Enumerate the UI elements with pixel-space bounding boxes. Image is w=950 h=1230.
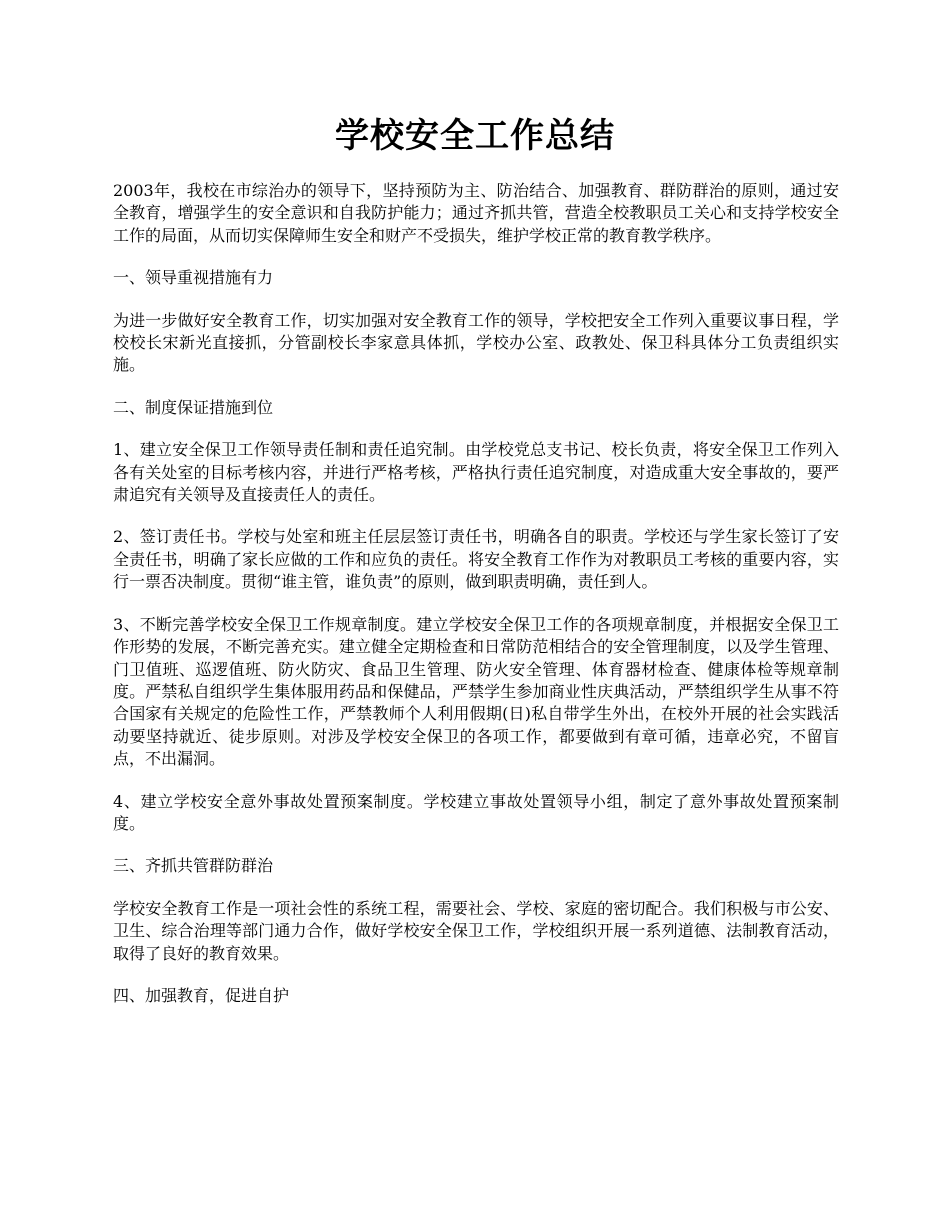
document-body <box>113 180 839 1027</box>
intro-paragraph: 2003年，我校在市综治办的领导下，坚持预防为主、防治结合、加强教育、群防群治的原则，通过安全教育，增强学生的安全意识和自我防护能力；通过齐抓共管，营造全校教职员工关心和支持学校安全工作的局面，从而切实保障师生安全和财产不受损失，维护学校正常的教育教学秩序。 <box>113 181 839 245</box>
section-2-item-1: 1、建立安全保卫工作领导责任制和责任追究制。由学校党总支书记、校长负责，将安全保卫工作列入各有关处室的目标考核内容，并进行严格考核，严格执行责任追究制度，对造成重大安全事故的，要严肃追究有关领导及直接责任人的责任。 <box>113 440 839 505</box>
section-2-item-3: 3、不断完善学校安全保卫工作规章制度。建立学校安全保卫工作的各项规章制度，并根据安全保卫工作形势的发展，不断完善充实。建立健全定期检查和日常防范相结合的安全管理制度，以及学生管理、门卫值班、巡逻值班、防火防灾、食品卫生管理、防火安全管理、体育器材检查、健康体检等规章制度。严禁私自组织学生集体服用药品和保健品，严禁学生参加商业性庆典活动，严禁组织学生从事不符合国家有关规定的危险性工作，严禁教师个人利用假期(日)私自带学生外出，在校外开展的社会实践活动要坚持就近、徒步原则。对涉及学校安全保卫的各项工作，都要做到有章可循，违章必究，不留盲点，不出漏洞。 <box>113 614 839 769</box>
section-2-item-4: 4、建立学校安全意外事故处置预案制度。学校建立事故处置领导小组，制定了意外事故处置预案制度。 <box>113 791 839 833</box>
section-4-heading: 四、加强教育，促进自护 <box>113 985 290 1005</box>
document-title: 学校安全工作总结 <box>335 116 615 156</box>
section-2-heading: 二、制度保证措施到位 <box>113 397 274 417</box>
section-1-heading: 一、领导重视措施有力 <box>113 268 274 288</box>
section-3-heading: 三、齐抓共管群防群治 <box>113 856 274 876</box>
section-1-paragraph: 为进一步做好安全教育工作，切实加强对安全教育工作的领导，学校把安全工作列入重要议事日程，学校校长宋新光直接抓，分管副校长李家意具体抓，学校办公室、政教处、保卫科具体分工负责组织实施。 <box>113 310 839 375</box>
section-2-item-2: 2、签订责任书。学校与处室和班主任层层签订责任书，明确各自的职责。学校还与学生家长签订了安全责任书，明确了家长应做的工作和应负的责任。将安全教育工作作为对教职员工考核的重要内容，实行一票否决制度。贯彻“谁主管，谁负责”的原则，做到职责明确，责任到人。 <box>113 527 839 592</box>
section-3-paragraph: 学校安全教育工作是一项社会性的系统工程，需要社会、学校、家庭的密切配合。我们积极与市公安、卫生、综合治理等部门通力合作，做好学校安全保卫工作，学校组织开展一系列道德、法制教育活动，取得了良好的教育效果。 <box>113 898 839 963</box>
